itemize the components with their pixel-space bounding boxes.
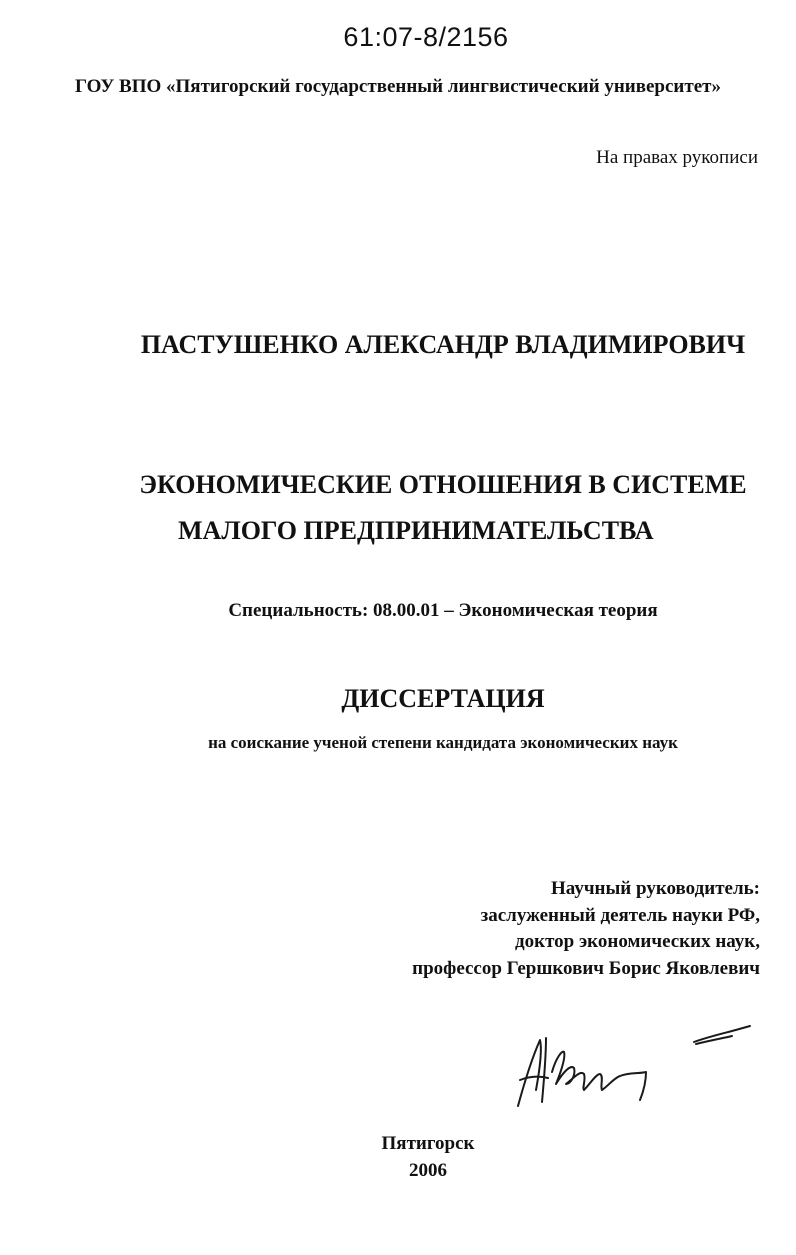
year: 2006 bbox=[409, 1160, 447, 1181]
dissertation-title-line-2: МАЛОГО ПРЕДПРИНИМАТЕЛЬСТВА bbox=[178, 516, 654, 545]
registry-code: 61:07-8/2156 bbox=[343, 22, 509, 52]
supervisor-name: профессор Гершкович Борис Яковлевич bbox=[412, 957, 760, 979]
author-name: ПАСТУШЕНКО АЛЕКСАНДР ВЛАДИМИРОВИЧ bbox=[140, 330, 746, 359]
city: Пятигорск bbox=[381, 1133, 475, 1154]
manuscript-rights-note: На правах рукописи bbox=[596, 147, 758, 168]
supervisor-degree: доктор экономических наук, bbox=[515, 931, 760, 952]
dissertation-title-line-1: ЭКОНОМИЧЕСКИЕ ОТНОШЕНИЯ В СИСТЕМЕ bbox=[139, 470, 747, 499]
document-type: ДИССЕРТАЦИЯ bbox=[341, 684, 545, 713]
supervisor-heading: Научный руководитель: bbox=[551, 878, 760, 899]
specialty: Специальность: 08.00.01 – Экономическая теория bbox=[228, 600, 658, 621]
supervisor-block bbox=[412, 876, 760, 982]
degree-description: на соискание ученой степени кандидата экономических наук bbox=[208, 733, 678, 752]
institution-name: ГОУ ВПО «Пятигорский государственный лингвистический университет» bbox=[75, 76, 721, 97]
supervisor-title: заслуженный деятель науки РФ, bbox=[480, 904, 760, 926]
signature-icon bbox=[500, 1018, 770, 1118]
